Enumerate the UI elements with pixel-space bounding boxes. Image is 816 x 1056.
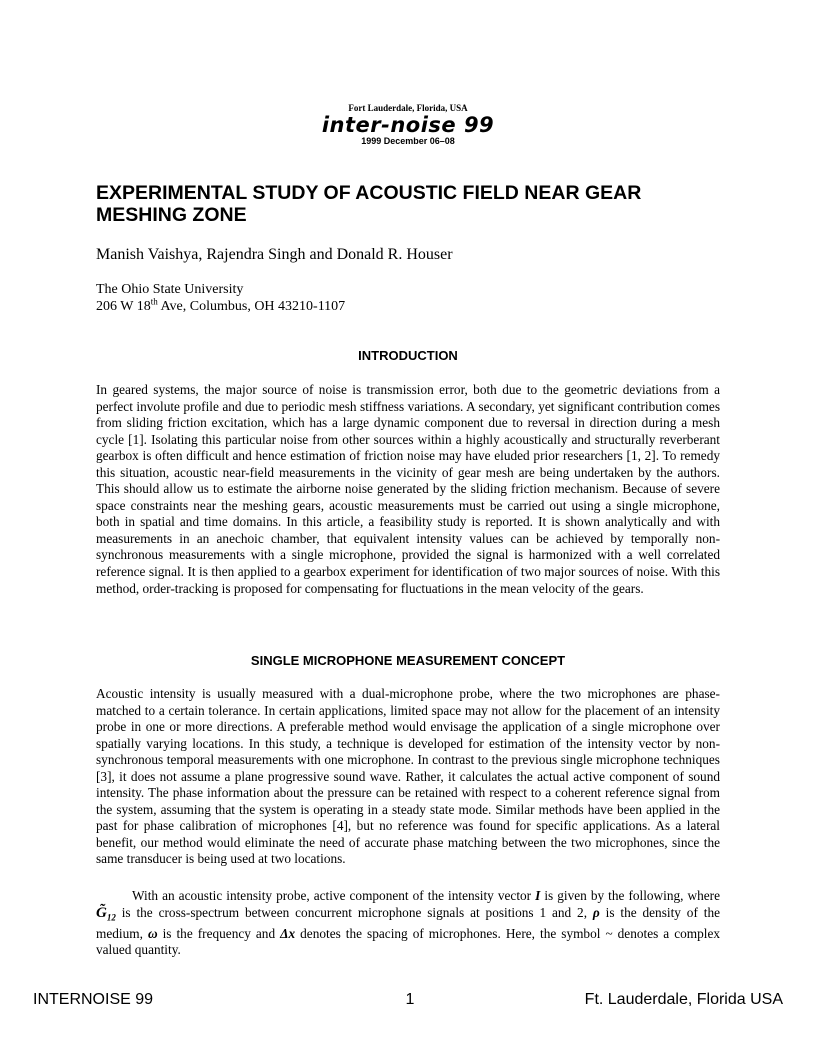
page-number: 1 — [405, 991, 415, 1008]
footer-location: Ft. Lauderdale, Florida USA — [584, 991, 783, 1008]
author-list: Manish Vaishya, Rajendra Singh and Donald R. Houser — [96, 246, 453, 263]
affiliation-address — [96, 298, 345, 315]
frequency-symbol: ω — [147, 925, 158, 941]
section-heading-concept: SINGLE MICROPHONE MEASUREMENT CONCEPT — [250, 653, 566, 668]
cross-spectrum-subscript: 12 — [106, 912, 116, 923]
intensity-vector-symbol: I — [535, 888, 541, 903]
conference-date: 1999 December 06–08 — [361, 136, 455, 146]
probe-text: is given by the following, where — [540, 888, 720, 903]
probe-text: With an acoustic intensity probe, active component of the intensity vector — [132, 888, 536, 903]
probe-text: denotes the spacing of microphones. Here, the symbol ~ denotes a complex valued quantity. — [96, 925, 721, 958]
probe-text: is the cross-spectrum between concurrent microphone signals at positions 1 and 2, — [115, 904, 593, 920]
address-ordinal: th — [150, 296, 158, 307]
section-heading-introduction: INTRODUCTION — [358, 348, 458, 363]
probe-text: is the density of the medium, — [96, 904, 720, 941]
introduction-paragraph: In geared systems, the major source of noise is transmission error, both due to the geometric deviations from a perfect involute profile and due to periodic mesh stiffness variations. A secondary, yet significant contribution comes from sliding friction excitation, which has a large dynamic component due to reversal in direction during a mesh cycle [1]. Isolating this particular noise from other sources within a highly acoustically and structurally reverberant gearbox is often difficult and hence estimation of friction noise may have eluded prior researchers [1, 2]. To remedy this situation, acoustic near-field measurements in the vicinity of gear mesh are being undertaken by the authors. This should allow us to estimate the airborne noise generated by the sliding friction mechanism. Because of severe space constraints near the meshing gears, acoustic measurements must be carried out using a single microphone, both in spatial and time domains. In this article, a feasibility study is reported. It is shown analytically and with measurements in an anechoic chamber, that equivalent intensity values can be achieved by temporally non-synchronous measurements with a single microphone, provided the signal is harmonized with a well correlated reference signal. It is then applied to a gearbox experiment for identification of two major sources of noise. With this method, order-tracking is proposed for compensating for fluctuations in the mean velocity of the gears. — [96, 382, 720, 596]
concept-paragraph: Acoustic intensity is usually measured with a dual-microphone probe, where the two microphones are phase-matched to a certain tolerance. In certain applications, limited space may not allow for the placement of an intensity probe in one or more directions. A preferable method would envisage the application of a single microphone over spatially varying locations. In this study, a technique is developed for estimation of the intensity vector by non-synchronous temporal measurements with one microphone. In contrast to the previous single microphone techniques [3], it does not assume a plane progressive sound wave. Rather, it calculates the actual active component of sound intensity. The phase information about the pressure can be retained with respect to a coherent reference signal from the system, assuming that the system is operating in a steady state mode. Similar methods have been applied in the past for phase calibration of microphones [4], but no reference was found for specific applications. As a lateral benefit, our method would eliminate the need of accurate phase matching between the two microphones, since the same transducer is being used at two locations. — [96, 686, 720, 867]
cross-spectrum-symbol: G̃ — [96, 904, 107, 921]
affiliation-institution: The Ohio State University — [96, 282, 244, 297]
conference-logo — [300, 103, 516, 147]
conference-location: Fort Lauderdale, Florida, USA — [348, 103, 468, 113]
affiliation — [96, 281, 345, 315]
address-street: 206 W 18 — [96, 299, 151, 314]
footer-conference: INTERNOISE 99 — [33, 991, 154, 1008]
spacing-symbol: Δx — [280, 925, 296, 941]
conference-name: inter-noise 99 — [321, 113, 495, 137]
paper-title: EXPERIMENTAL STUDY OF ACOUSTIC FIELD NEAR GEAR MESHING ZONE — [96, 182, 642, 226]
probe-paragraph — [96, 888, 720, 959]
address-city: Ave, Columbus, OH 43210-1107 — [157, 299, 346, 314]
density-symbol: ρ — [592, 904, 600, 920]
probe-text: is the frequency and — [157, 925, 281, 941]
